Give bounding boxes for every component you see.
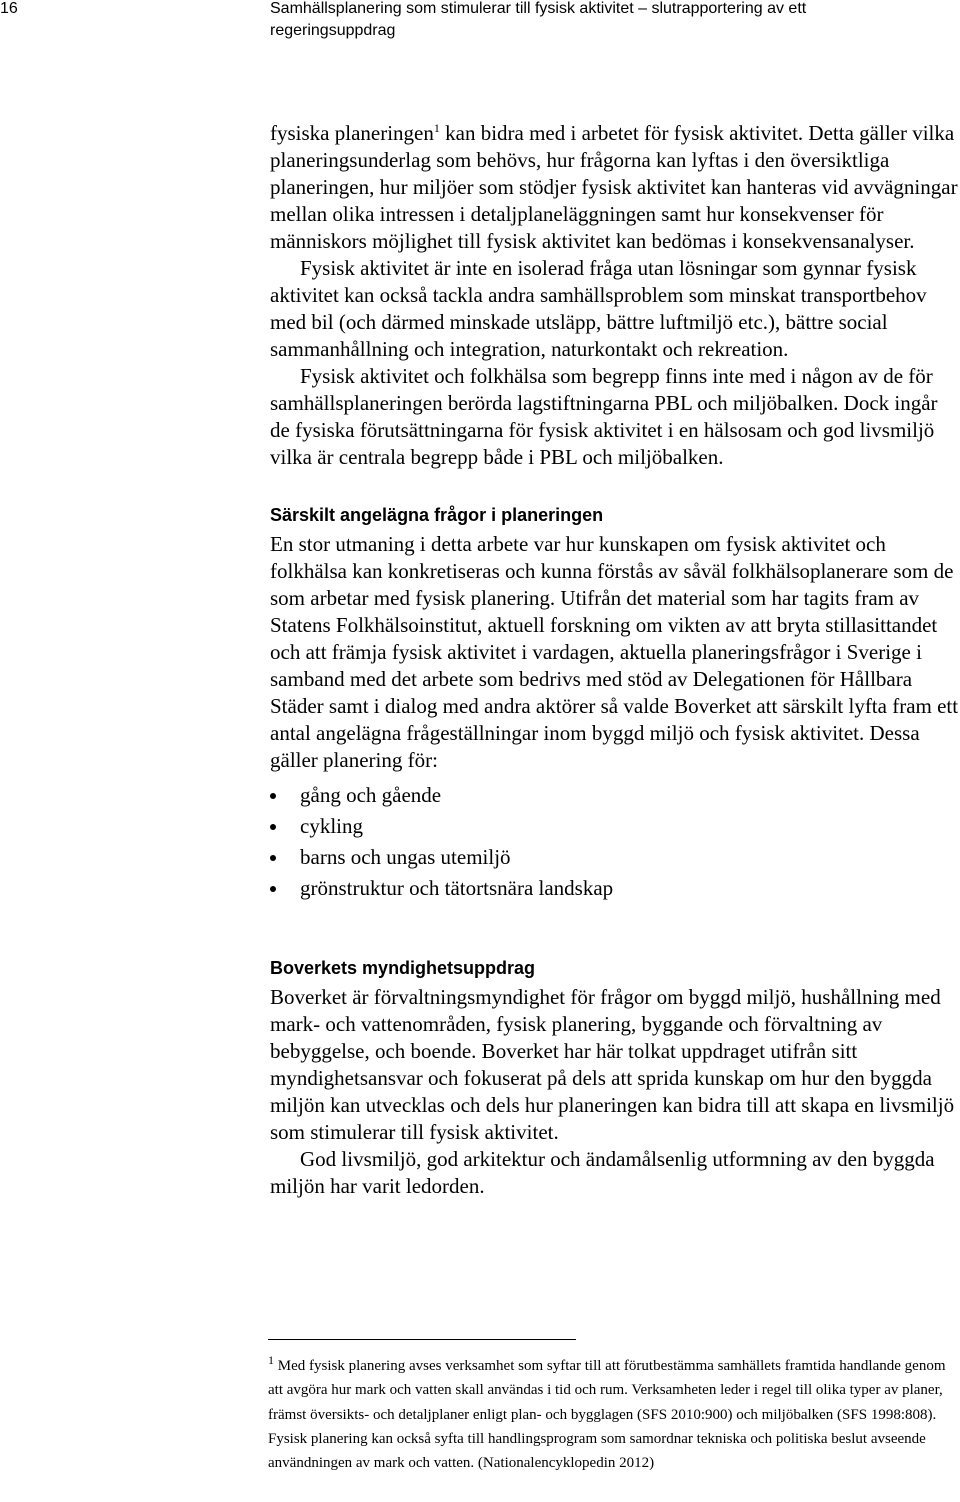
paragraph-3: Fysisk aktivitet och folkhälsa som begrepp finns inte med i någon av de för samhällsplaneringen berörda lagstiftningarna PBL och miljöbalken. Dock ingår de fysiska förutsättningarna för fysisk aktivitet i en hälsosam och god livsmiljö vilka är centrala begrepp både i PBL och miljöbalken. xyxy=(270,364,938,469)
paragraph-2: Fysisk aktivitet är inte en isolerad fråga utan lösningar som gynnar fysisk aktivitet kan också tackla andra samhällsproblem som minskat transportbehov med bil (och därmed minskade utsläpp, bättre luftmiljö etc.), bättre social sammanhållning och integration, naturkontakt och rekreation. xyxy=(270,256,927,361)
list-item-label: gång och gående xyxy=(300,783,442,807)
paragraph-1-start: fysiska planeringen xyxy=(270,121,434,145)
section-heading-myndighetsuppdrag: Boverkets myndighetsuppdrag xyxy=(270,958,536,978)
running-title: Samhällsplanering som stimulerar till fysisk aktivitet – slutrapportering av ett regeringsuppdrag xyxy=(270,0,807,39)
section-heading-angelagna-fragor: Särskilt angelägna frågor i planeringen xyxy=(270,505,604,525)
footnote-number: 1 xyxy=(268,1353,274,1367)
bullet-list xyxy=(270,780,960,904)
footnote-divider xyxy=(268,1339,576,1340)
footnote-reference: 1 xyxy=(433,121,440,135)
list-item-label: barns och ungas utemiljö xyxy=(300,845,511,869)
list-item xyxy=(270,842,960,873)
paragraph-1-rest: kan bidra med i arbetet för fysisk aktivitet. Detta gäller vilka planeringsunderlag som behövs, hur frågorna kan lyftas i den översiktliga planeringen, hur miljöer som stödjer fysisk aktivitet kan hanteras vid avvägningar mellan olika intressen i detaljplaneläggningen samt hur konsekvenser för människors möjlighet till fysisk aktivitet kan bedömas i konsekvensanalyser. xyxy=(270,121,958,253)
section-2-body: Boverket är förvaltningsmyndighet för frågor om byggd miljö, hushållning med mark- och vattenområden, fysisk planering, byggande och förvaltning av bebyggelse, och boende. Boverket har här tolkat uppdraget utifrån sitt myndighetsansvar och fokuserat på dels att sprida kunskap om hur den byggda miljön kan utvecklas och dels hur planeringen kan bidra till att skapa en livsmiljö som stimulerar till fysisk aktivitet. xyxy=(270,985,955,1144)
section-2-body-2: God livsmiljö, god arkitektur och ändamålsenlig utformning av den byggda miljön har varit ledorden. xyxy=(270,1147,935,1198)
bullet-icon xyxy=(270,793,276,799)
main-content xyxy=(270,120,960,1200)
bullet-icon xyxy=(270,824,276,830)
paragraph-1 xyxy=(270,120,960,255)
footnote-text: Med fysisk planering avses verksamhet som syftar till att förutbestämma samhällets framtida handlande genom att avgöra hur mark och vatten skall användas i tid och rum. Verksamheten leder i regel till olika typer av planer, främst översikts- och detaljplaner enligt plan- och bygglagen (SFS 2010:900) och miljöbalken (SFS 1998:808). Fysisk planering kan också syfta till handlingsprogram som samordnar tekniska och politiska beslut avseende användningen av mark och vatten. (Nationalencyklopedin 2012) xyxy=(268,1358,946,1472)
list-item-label: cykling xyxy=(300,814,363,838)
page-number: 16 xyxy=(0,0,18,17)
section-1-body: En stor utmaning i detta arbete var hur kunskapen om fysisk aktivitet och folkhälsa kan konkretiseras och kunna förstås av såväl folkhälsoplanerare som de som arbetar med fysisk planering. Utifrån det material som har tagits fram av Statens Folkhälsoinstitut, aktuell forskning om vikten av att bryta stillasittandet och att främja fysisk aktivitet i vardagen, aktuella planeringsfrågor i Sverige i samband med det arbete som bedrivs med stöd av Delegationen för Hållbara Städer samt i dialog med andra aktörer så valde Boverket att särskilt lyfta fram ett antal angelägna frågeställningar inom byggd miljö och fysisk aktivitet. Dessa gäller planering för: xyxy=(270,532,959,772)
bullet-icon xyxy=(270,855,276,861)
footnote xyxy=(268,1354,950,1475)
list-item-label: grönstruktur och tätortsnära landskap xyxy=(300,876,614,900)
list-item xyxy=(270,811,960,842)
list-item xyxy=(270,780,960,811)
bullet-icon xyxy=(270,886,276,892)
list-item xyxy=(270,873,960,904)
